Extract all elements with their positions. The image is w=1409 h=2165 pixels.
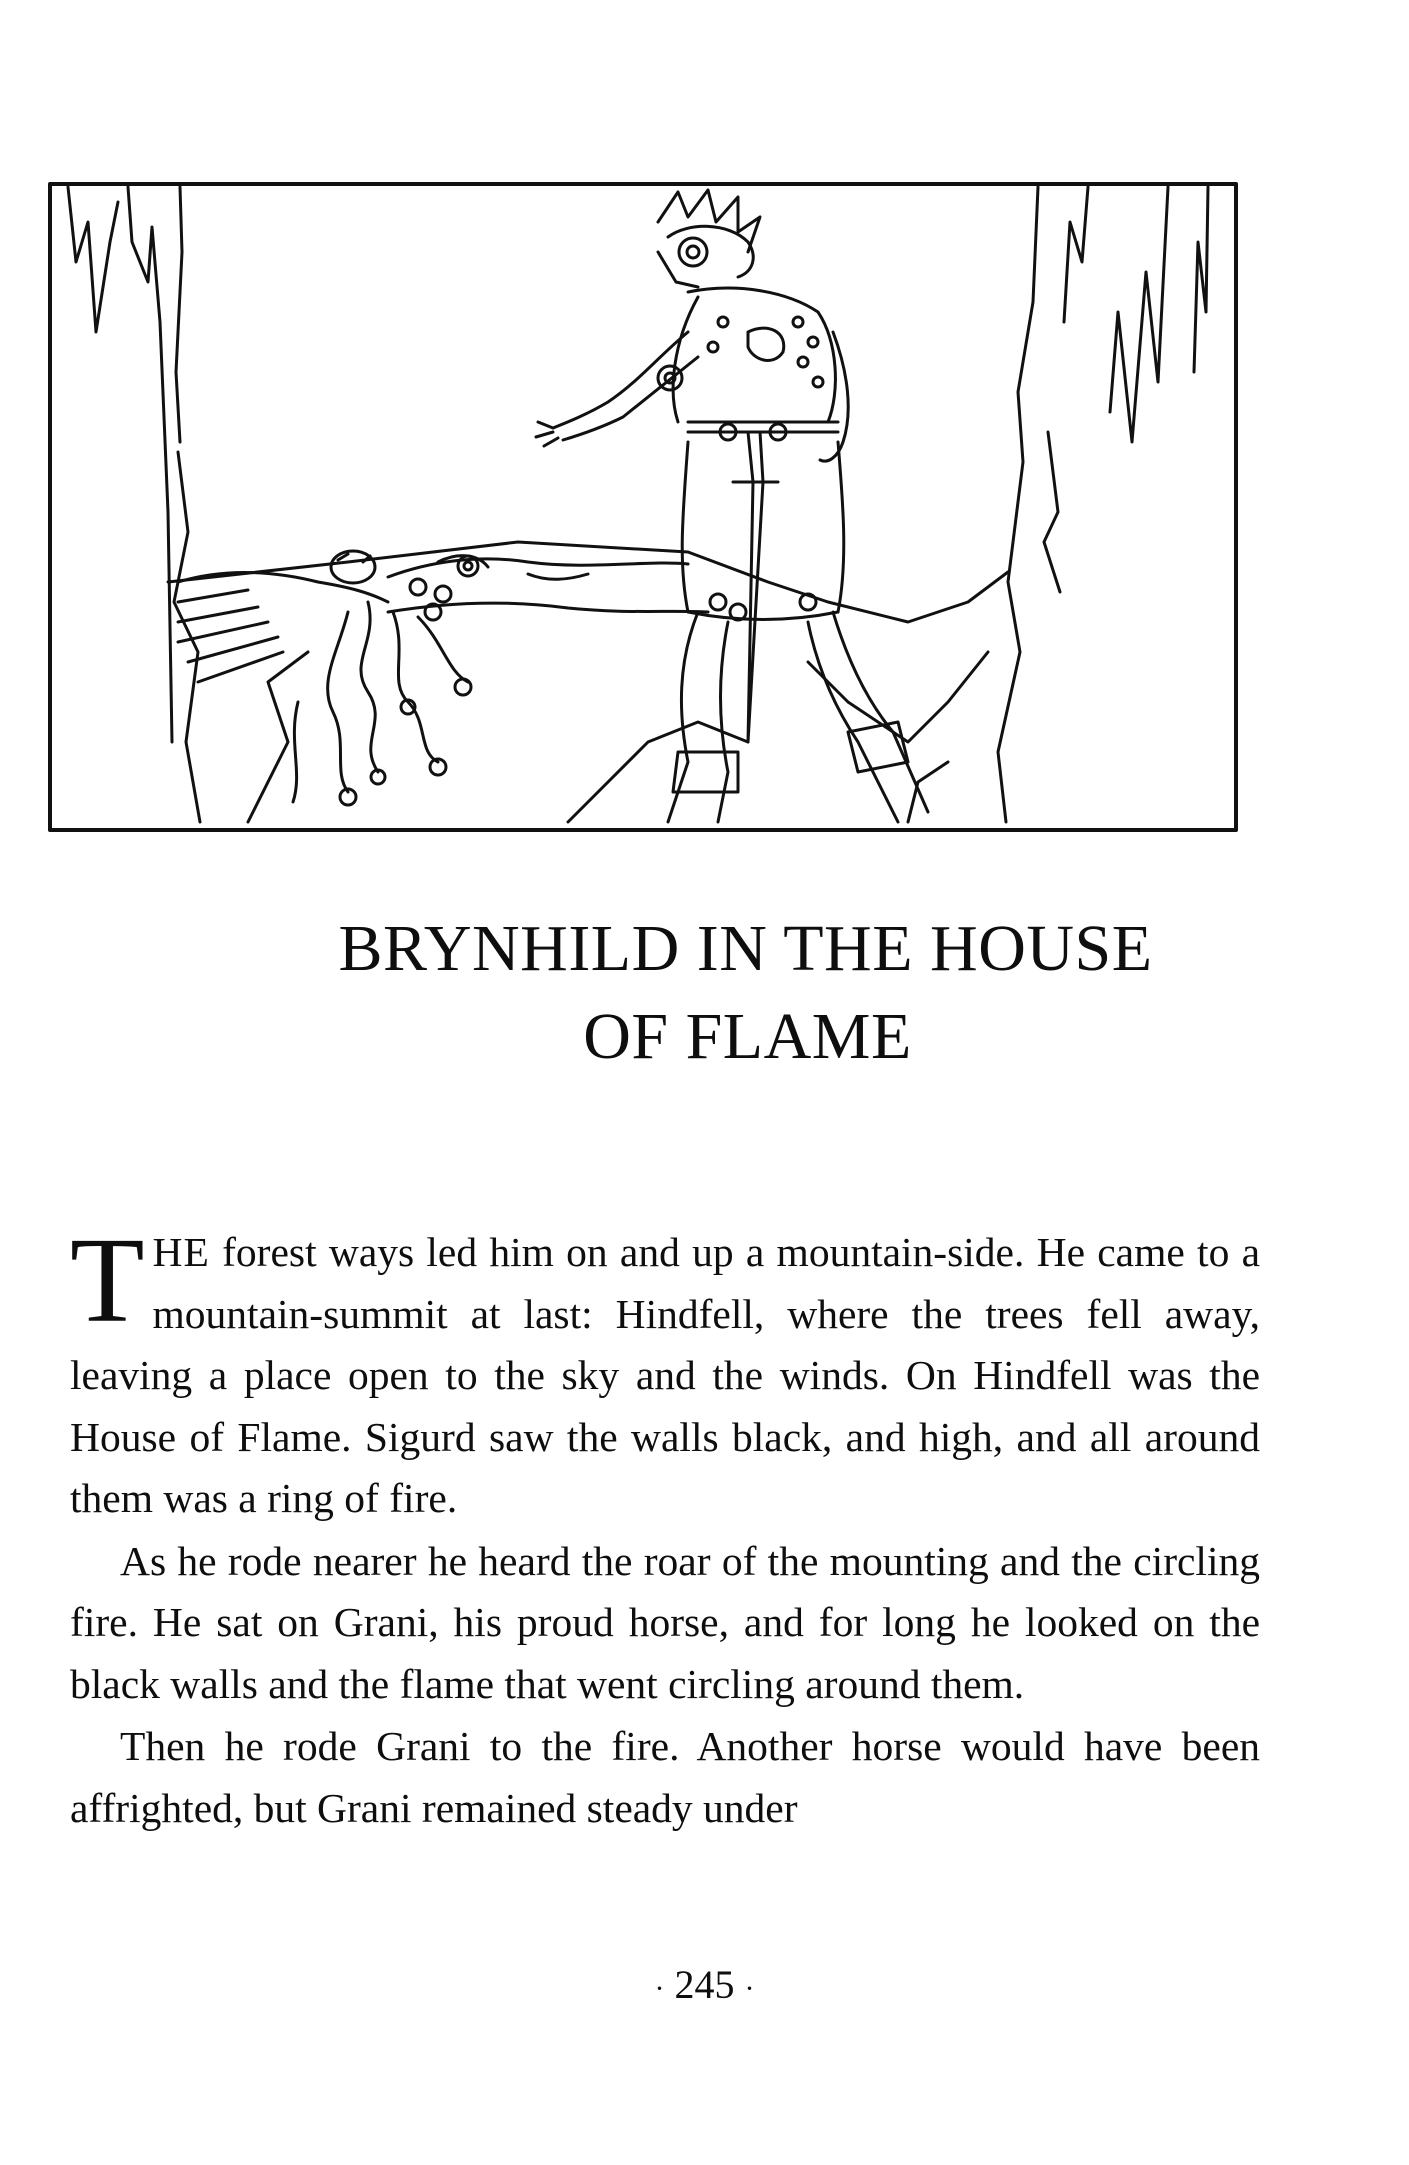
- sigurd-warrior-icon: [536, 190, 928, 822]
- drop-cap: T: [70, 1213, 145, 1348]
- paragraph-1: [70, 1213, 1260, 1530]
- chapter-title-line-2: OF FLAME: [583, 1000, 912, 1073]
- chapter-title: [0, 905, 1409, 1081]
- chapter-title-line-1: BRYNHILD IN THE HOUSE: [338, 912, 1153, 985]
- paragraph-1-text: forest ways led him on and up a mountain-side. He came to a mountain-summit at last: Hindfell, where the trees fell away, leaving a place open to the sky and the winds. On Hindfell was the House of Flame. Sigurd saw the walls black, and high, and all around them was a ring of fire.: [70, 1229, 1260, 1521]
- sleeping-brynhild-icon: [178, 551, 708, 805]
- page-number: 245: [674, 1962, 735, 2007]
- folio-dot-right: ·: [744, 1972, 755, 2005]
- paragraph-1-lead: HE: [152, 1229, 210, 1275]
- cave-right-icon: [998, 187, 1208, 822]
- chapter-illustration: [48, 182, 1238, 832]
- rock-ground-icon: [168, 542, 1008, 822]
- chapter-body: [70, 1213, 1260, 1839]
- cave-left-icon: [68, 187, 200, 822]
- folio-dot-left: ·: [654, 1972, 665, 2005]
- paragraph-2: As he rode nearer he heard the roar of the mounting and the circling fire. He sat on Grani, his proud horse, and for long he looked on the black walls and the flame that went circling around them.: [70, 1537, 1260, 1707]
- paragraph-3: Then he rode Grani to the fire. Another horse would have been affrighted, but Grani remained steady under: [70, 1723, 1260, 1831]
- page-number-footer: [0, 1960, 1409, 2014]
